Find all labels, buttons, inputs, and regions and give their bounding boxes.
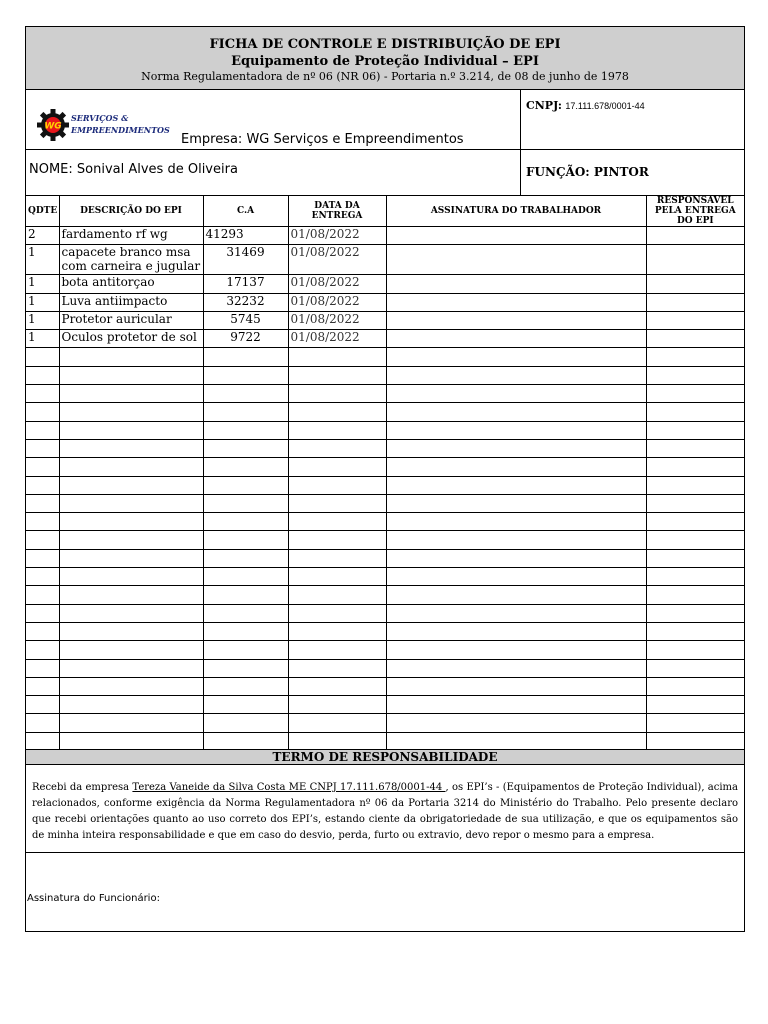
employee-row: [26, 149, 744, 196]
data-cell[interactable]: [288, 659, 386, 677]
assinatura-cell[interactable]: [386, 366, 646, 384]
table-row: [26, 659, 744, 677]
signature-label: Assinatura do Funcionário:: [27, 893, 160, 904]
responsavel-cell[interactable]: [646, 714, 744, 732]
qdte-cell[interactable]: [26, 458, 59, 476]
qdte-cell[interactable]: [26, 622, 59, 640]
descricao-cell[interactable]: [59, 476, 203, 494]
responsavel-cell[interactable]: [646, 513, 744, 531]
qdte-cell[interactable]: [26, 366, 59, 384]
logo-initials: WG: [44, 121, 62, 132]
descricao-cell[interactable]: [59, 732, 203, 750]
table-row: [26, 348, 744, 366]
assinatura-cell[interactable]: [386, 513, 646, 531]
responsavel-cell[interactable]: [646, 385, 744, 403]
data-cell: 01/08/2022: [288, 293, 386, 311]
cnpj-value: 17.111.678/0001-44: [565, 101, 645, 111]
qdte-cell[interactable]: [26, 659, 59, 677]
ca-cell[interactable]: [203, 476, 288, 494]
descricao-cell[interactable]: [59, 659, 203, 677]
responsavel-cell[interactable]: [646, 476, 744, 494]
responsavel-cell[interactable]: [646, 245, 744, 275]
descricao-cell[interactable]: [59, 586, 203, 604]
epi-table-body: [26, 227, 744, 751]
data-cell[interactable]: [288, 348, 386, 366]
termo-text-start: Recebi da empresa: [32, 782, 130, 793]
responsavel-cell[interactable]: [646, 586, 744, 604]
table-row: [26, 403, 744, 421]
data-cell[interactable]: [288, 385, 386, 403]
responsavel-cell[interactable]: [646, 677, 744, 695]
data-cell: 01/08/2022: [288, 275, 386, 293]
ca-cell: 31469: [203, 245, 288, 275]
ca-cell[interactable]: [203, 494, 288, 512]
data-cell[interactable]: [288, 476, 386, 494]
company-row: [26, 89, 744, 150]
assinatura-cell[interactable]: [386, 677, 646, 695]
descricao-cell[interactable]: [59, 366, 203, 384]
qdte-cell[interactable]: [26, 586, 59, 604]
table-row: [26, 677, 744, 695]
termo-title: TERMO DE RESPONSABILIDADE: [26, 749, 744, 765]
ca-cell: 32232: [203, 293, 288, 311]
table-row: [26, 531, 744, 549]
table-row: [26, 385, 744, 403]
table-row: [26, 586, 744, 604]
assinatura-cell[interactable]: [386, 568, 646, 586]
ca-cell[interactable]: [203, 421, 288, 439]
table-row: [26, 714, 744, 732]
table-row: [26, 330, 744, 348]
descricao-cell: Luva antiimpacto: [59, 293, 203, 311]
table-row: [26, 476, 744, 494]
descricao-cell[interactable]: [59, 677, 203, 695]
descricao-cell: capacete branco msa com carneira e jugular: [59, 245, 203, 275]
data-cell: 01/08/2022: [288, 245, 386, 275]
qdte-cell[interactable]: [26, 494, 59, 512]
norma-reference: Norma Regulamentadora de nº 06 (NR 06) - Portaria n.º 3.214, de 08 de junho de 1978: [141, 70, 629, 83]
responsavel-cell[interactable]: [646, 622, 744, 640]
epi-table: [26, 195, 744, 751]
table-row: [26, 366, 744, 384]
descricao-cell[interactable]: [59, 421, 203, 439]
descricao-cell[interactable]: [59, 439, 203, 457]
data-cell[interactable]: [288, 549, 386, 567]
data-cell: 01/08/2022: [288, 311, 386, 329]
assinatura-cell[interactable]: [386, 531, 646, 549]
descricao-cell[interactable]: [59, 604, 203, 622]
assinatura-cell[interactable]: [386, 604, 646, 622]
table-row: [26, 696, 744, 714]
assinatura-cell[interactable]: [386, 227, 646, 245]
descricao-cell: bota antitorçao: [59, 275, 203, 293]
ca-cell[interactable]: [203, 513, 288, 531]
data-cell[interactable]: [288, 696, 386, 714]
descricao-cell[interactable]: [59, 549, 203, 567]
ca-cell[interactable]: [203, 568, 288, 586]
assinatura-cell[interactable]: [386, 696, 646, 714]
table-row: [26, 549, 744, 567]
assinatura-cell[interactable]: [386, 275, 646, 293]
termo-text: [32, 780, 738, 844]
descricao-cell[interactable]: [59, 458, 203, 476]
qdte-cell: 1: [26, 293, 59, 311]
responsavel-cell[interactable]: [646, 227, 744, 245]
descricao-cell[interactable]: [59, 568, 203, 586]
table-row: [26, 513, 744, 531]
cnpj-label: CNPJ:: [526, 99, 562, 112]
ca-cell[interactable]: [203, 385, 288, 403]
company-logo: [36, 108, 170, 144]
table-row: [26, 275, 744, 293]
form-header: [26, 27, 744, 90]
qdte-cell[interactable]: [26, 568, 59, 586]
assinatura-cell[interactable]: [386, 330, 646, 348]
qdte-cell[interactable]: [26, 403, 59, 421]
data-cell[interactable]: [288, 732, 386, 750]
employee-role: FUNÇÃO: PINTOR: [526, 165, 649, 179]
assinatura-cell[interactable]: [386, 549, 646, 567]
termo-empresa: Tereza Vaneide da Silva Costa ME CNPJ 17.111.678/0001-44: [132, 782, 446, 793]
data-cell[interactable]: [288, 421, 386, 439]
assinatura-cell[interactable]: [386, 385, 646, 403]
table-row: [26, 622, 744, 640]
ca-cell[interactable]: [203, 366, 288, 384]
data-cell[interactable]: [288, 714, 386, 732]
gear-logo-icon: [36, 108, 70, 142]
qdte-cell[interactable]: [26, 421, 59, 439]
company-name: Empresa: WG Serviços e Empreendimentos: [181, 132, 464, 147]
data-cell[interactable]: [288, 604, 386, 622]
responsavel-cell[interactable]: [646, 275, 744, 293]
table-row: [26, 458, 744, 476]
qdte-cell: 2: [26, 227, 59, 245]
descricao-cell[interactable]: [59, 403, 203, 421]
ca-cell[interactable]: [203, 677, 288, 695]
table-row: [26, 227, 744, 245]
epi-form: [25, 26, 745, 932]
qdte-cell: 1: [26, 311, 59, 329]
descricao-cell[interactable]: [59, 513, 203, 531]
ca-cell[interactable]: [203, 696, 288, 714]
descricao-cell: Protetor auricular: [59, 311, 203, 329]
responsavel-cell[interactable]: [646, 641, 744, 659]
col-ca: C.A: [203, 196, 288, 227]
qdte-cell[interactable]: [26, 732, 59, 750]
ca-cell[interactable]: [203, 348, 288, 366]
assinatura-cell[interactable]: [386, 641, 646, 659]
qdte-cell[interactable]: [26, 641, 59, 659]
descricao-cell: fardamento rf wg: [59, 227, 203, 245]
qdte-cell: 1: [26, 275, 59, 293]
assinatura-cell[interactable]: [386, 421, 646, 439]
assinatura-cell[interactable]: [386, 439, 646, 457]
ca-cell: 17137: [203, 275, 288, 293]
form-subtitle: Equipamento de Proteção Individual – EPI: [231, 54, 539, 69]
qdte-cell[interactable]: [26, 714, 59, 732]
descricao-cell[interactable]: [59, 531, 203, 549]
responsavel-cell[interactable]: [646, 568, 744, 586]
descricao-cell[interactable]: [59, 385, 203, 403]
assinatura-cell[interactable]: [386, 622, 646, 640]
ca-cell[interactable]: [203, 622, 288, 640]
descricao-cell[interactable]: [59, 494, 203, 512]
ca-cell[interactable]: [203, 641, 288, 659]
responsavel-cell[interactable]: [646, 531, 744, 549]
ca-cell[interactable]: [203, 732, 288, 750]
responsavel-cell[interactable]: [646, 366, 744, 384]
table-row: [26, 439, 744, 457]
assinatura-cell[interactable]: [386, 494, 646, 512]
assinatura-cell[interactable]: [386, 348, 646, 366]
responsavel-cell[interactable]: [646, 732, 744, 750]
assinatura-cell[interactable]: [386, 659, 646, 677]
col-assinatura: ASSINATURA DO TRABALHADOR: [386, 196, 646, 227]
ca-cell[interactable]: [203, 714, 288, 732]
termo-text-end: , os EPI’s - (Equipamentos de Proteção Individual), acima relacionados, conforme exigência da Norma Regulamentadora nº 06 da Portaria 3214 do Ministério do Trabalho. Pelo presente declaro que recebi orientações quanto ao uso correto dos EPI’s, estando ciente da obrigatoriedade de sua utilização, e que os equipamentos são de minha inteira responsabilidade e que em caso do desvio, perda, furto ou extravio, devo repor o mesmo para a empresa.: [32, 782, 738, 841]
responsavel-cell[interactable]: [646, 549, 744, 567]
responsavel-cell[interactable]: [646, 696, 744, 714]
table-row: [26, 293, 744, 311]
col-responsavel: RESPONSÁVEL PELA ENTREGA DO EPI: [646, 196, 744, 227]
ca-cell: 5745: [203, 311, 288, 329]
responsavel-cell[interactable]: [646, 659, 744, 677]
assinatura-cell[interactable]: [386, 403, 646, 421]
data-cell[interactable]: [288, 531, 386, 549]
table-row: [26, 732, 744, 750]
assinatura-cell[interactable]: [386, 586, 646, 604]
data-cell[interactable]: [288, 622, 386, 640]
responsavel-cell[interactable]: [646, 330, 744, 348]
data-cell: 01/08/2022: [288, 227, 386, 245]
ca-cell: 9722: [203, 330, 288, 348]
assinatura-cell[interactable]: [386, 714, 646, 732]
data-cell[interactable]: [288, 513, 386, 531]
data-cell[interactable]: [288, 677, 386, 695]
col-data-entrega: DATA DA ENTREGA: [288, 196, 386, 227]
col-descricao: DESCRIÇÃO DO EPI: [59, 196, 203, 227]
data-cell[interactable]: [288, 494, 386, 512]
ca-cell[interactable]: [203, 586, 288, 604]
qdte-cell[interactable]: [26, 513, 59, 531]
descricao-cell[interactable]: [59, 622, 203, 640]
responsavel-cell[interactable]: [646, 348, 744, 366]
assinatura-cell[interactable]: [386, 293, 646, 311]
ca-cell: 41293: [203, 227, 288, 245]
table-row: [26, 421, 744, 439]
assinatura-cell[interactable]: [386, 311, 646, 329]
table-row: [26, 245, 744, 275]
data-cell[interactable]: [288, 439, 386, 457]
descricao-cell: Oculos protetor de sol: [59, 330, 203, 348]
assinatura-cell[interactable]: [386, 476, 646, 494]
qdte-cell[interactable]: [26, 696, 59, 714]
ca-cell[interactable]: [203, 659, 288, 677]
qdte-cell: 1: [26, 330, 59, 348]
qdte-cell[interactable]: [26, 385, 59, 403]
data-cell[interactable]: [288, 586, 386, 604]
employee-name: NOME: Sonival Alves de Oliveira: [29, 162, 238, 177]
assinatura-cell[interactable]: [386, 458, 646, 476]
responsavel-cell[interactable]: [646, 494, 744, 512]
data-cell[interactable]: [288, 641, 386, 659]
qdte-cell[interactable]: [26, 348, 59, 366]
assinatura-cell[interactable]: [386, 732, 646, 750]
qdte-cell: 1: [26, 245, 59, 275]
responsavel-cell[interactable]: [646, 421, 744, 439]
responsavel-cell[interactable]: [646, 293, 744, 311]
table-header-row: [26, 196, 744, 227]
descricao-cell[interactable]: [59, 348, 203, 366]
descricao-cell[interactable]: [59, 714, 203, 732]
qdte-cell[interactable]: [26, 439, 59, 457]
qdte-cell[interactable]: [26, 549, 59, 567]
responsavel-cell[interactable]: [646, 403, 744, 421]
data-cell: 01/08/2022: [288, 330, 386, 348]
data-cell[interactable]: [288, 366, 386, 384]
table-row: [26, 494, 744, 512]
table-row: [26, 641, 744, 659]
responsavel-cell[interactable]: [646, 311, 744, 329]
data-cell[interactable]: [288, 568, 386, 586]
responsavel-cell[interactable]: [646, 439, 744, 457]
table-row: [26, 311, 744, 329]
ca-cell[interactable]: [203, 439, 288, 457]
ca-cell[interactable]: [203, 549, 288, 567]
qdte-cell[interactable]: [26, 531, 59, 549]
logo-text: SERVIÇOS & EMPREENDIMENTOS: [71, 113, 170, 135]
qdte-cell[interactable]: [26, 677, 59, 695]
ca-cell[interactable]: [203, 403, 288, 421]
table-row: [26, 568, 744, 586]
data-cell[interactable]: [288, 458, 386, 476]
descricao-cell[interactable]: [59, 696, 203, 714]
responsavel-cell[interactable]: [646, 458, 744, 476]
data-cell[interactable]: [288, 403, 386, 421]
descricao-cell[interactable]: [59, 641, 203, 659]
form-title: FICHA DE CONTROLE E DISTRIBUIÇÃO DE EPI: [209, 37, 561, 52]
assinatura-cell[interactable]: [386, 245, 646, 275]
col-qdte: QDTE: [26, 196, 59, 227]
ca-cell[interactable]: [203, 604, 288, 622]
ca-cell[interactable]: [203, 531, 288, 549]
qdte-cell[interactable]: [26, 604, 59, 622]
responsavel-cell[interactable]: [646, 604, 744, 622]
ca-cell[interactable]: [203, 458, 288, 476]
cnpj-field: [526, 99, 645, 112]
table-row: [26, 604, 744, 622]
qdte-cell[interactable]: [26, 476, 59, 494]
